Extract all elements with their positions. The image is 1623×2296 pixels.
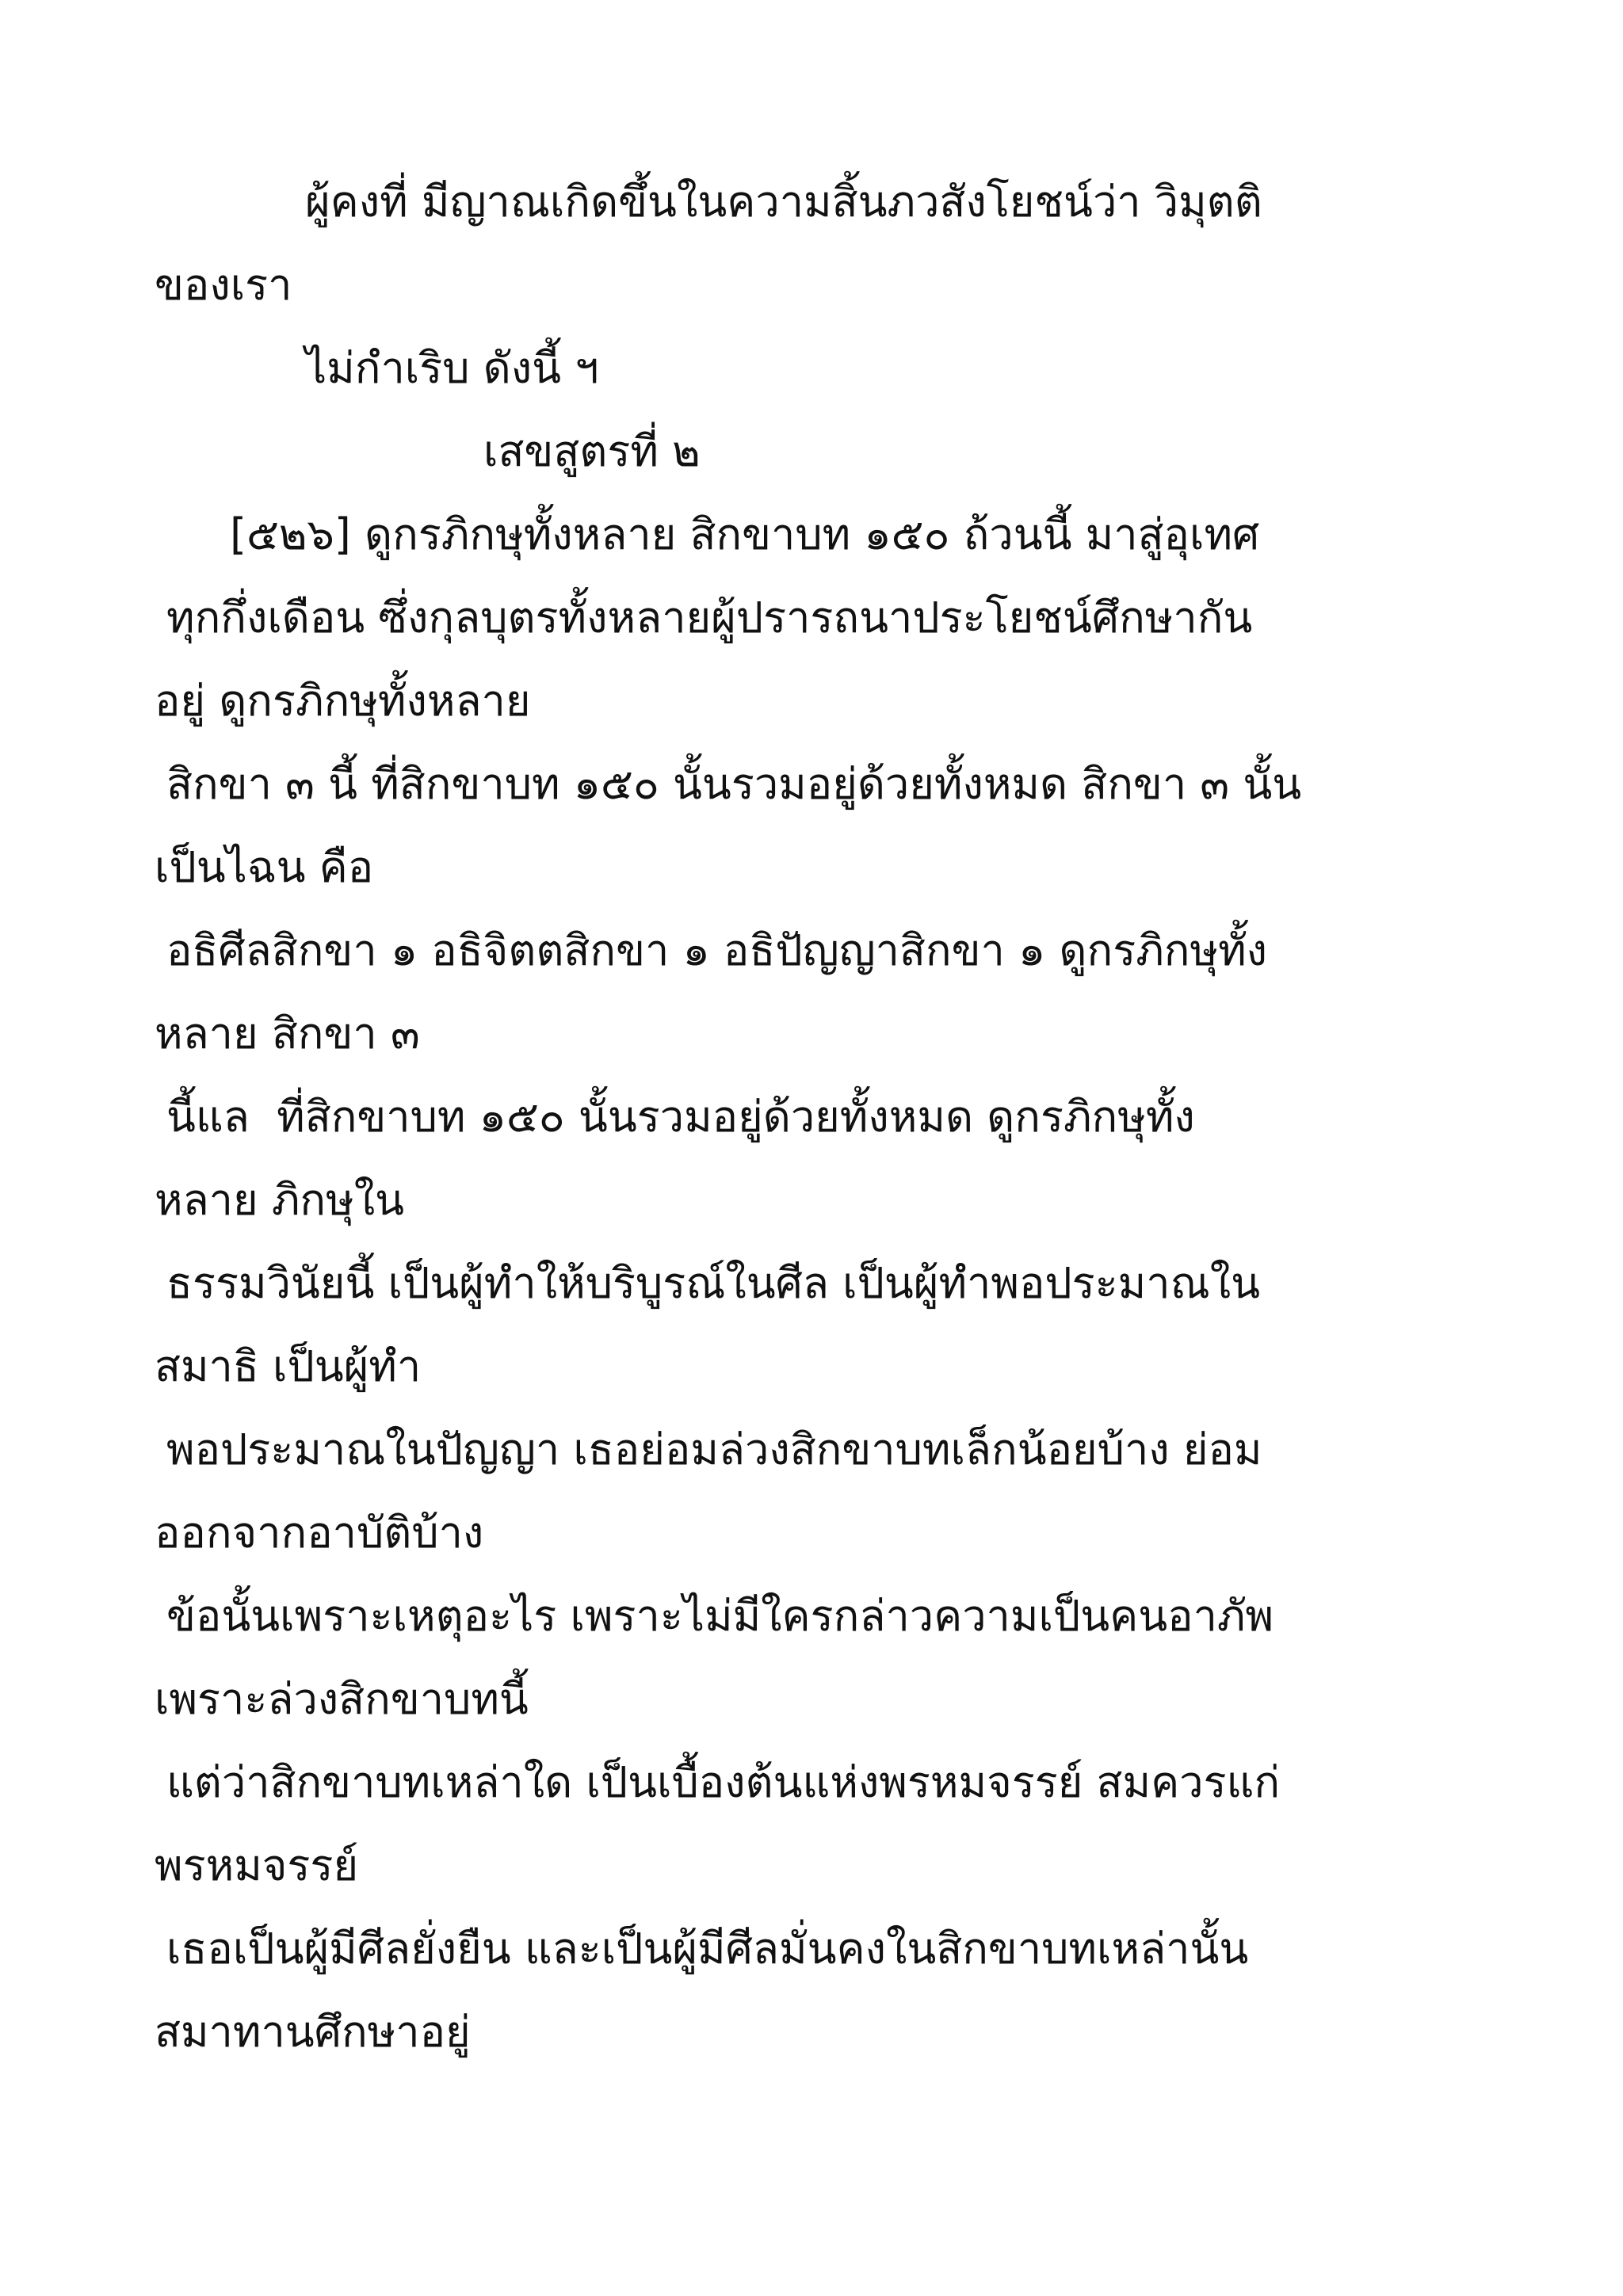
text-line-21: พรหมจรรย์ <box>155 1840 359 1890</box>
text-line-15: สมาธิ เป็นผู้ทำ <box>155 1341 422 1391</box>
text-line-2: ของเรา <box>155 260 292 310</box>
text-line-14: ธรรมวินัยนี้ เป็นผู้ทำให้บริบูรณ์ในศีล เป็นผู้ทำพอประมาณใน <box>166 1258 1260 1308</box>
text-line-23: สมาทานศึกษาอยู่ <box>155 2007 471 2057</box>
text-line-19: เพราะล่วงสิกขาบทนี้ <box>155 1674 529 1724</box>
text-line-16: พอประมาณในปัญญา เธอย่อมล่วงสิกขาบทเล็กน้อยบ้าง ย่อม <box>166 1425 1262 1474</box>
text-line-5: [๕๒๖] ดูกรภิกษุทั้งหลาย สิกขาบท ๑๕๐ ถ้วนนี้ มาสู่อุเทศ <box>230 509 1260 559</box>
text-line-9: เป็นไฉน คือ <box>155 842 374 892</box>
section-heading: เสขสูตรที่ ๒ <box>483 426 701 476</box>
text-line-6: ทุกกึ่งเดือน ซึ่งกุลบุตรทั้งหลายผู้ปรารถนาประโยชน์ศึกษากัน <box>166 593 1253 643</box>
text-line-18: ข้อนั้นเพราะเหตุอะไร เพราะไม่มีใครกล่าวความเป็นคนอาภัพ <box>166 1591 1274 1641</box>
text-line-7: อยู่ ดูกรภิกษุทั้งหลาย <box>155 676 531 726</box>
text-line-3: ไม่กำเริบ ดังนี้ ฯ <box>305 343 599 393</box>
text-line-8: สิกขา ๓ นี้ ที่สิกขาบท ๑๕๐ นั้นรวมอยู่ด้วยทั้งหมด สิกขา ๓ นั้น <box>166 759 1302 809</box>
text-line-13: หลาย ภิกษุใน <box>155 1175 404 1225</box>
text-line-1: ผู้คงที่ มีญาณเกิดขึ้นในความสิ้นภวสังโยชน์ว่า วิมุตติ <box>305 177 1262 227</box>
text-line-22: เธอเป็นผู้มีศีลยั่งยืน และเป็นผู้มีศีลมั่นคงในสิกขาบทเหล่านั้น <box>166 1924 1249 1974</box>
text-line-17: ออกจากอาบัติบ้าง <box>155 1508 484 1558</box>
text-line-20: แต่ว่าสิกขาบทเหล่าใด เป็นเบื้องต้นแห่งพรหมจรรย์ สมควรแก่ <box>166 1757 1281 1807</box>
text-line-10: อธิศีลสิกขา ๑ อธิจิตตสิกขา ๑ อธิปัญญาสิกขา ๑ ดูกรภิกษุทั้ง <box>166 925 1268 975</box>
text-line-12: นี้แล ที่สิกขาบท ๑๕๐ นั้นรวมอยู่ด้วยทั้งหมด ดูกรภิกษุทั้ง <box>166 1092 1195 1142</box>
text-line-11: หลาย สิกขา ๓ <box>155 1009 420 1058</box>
